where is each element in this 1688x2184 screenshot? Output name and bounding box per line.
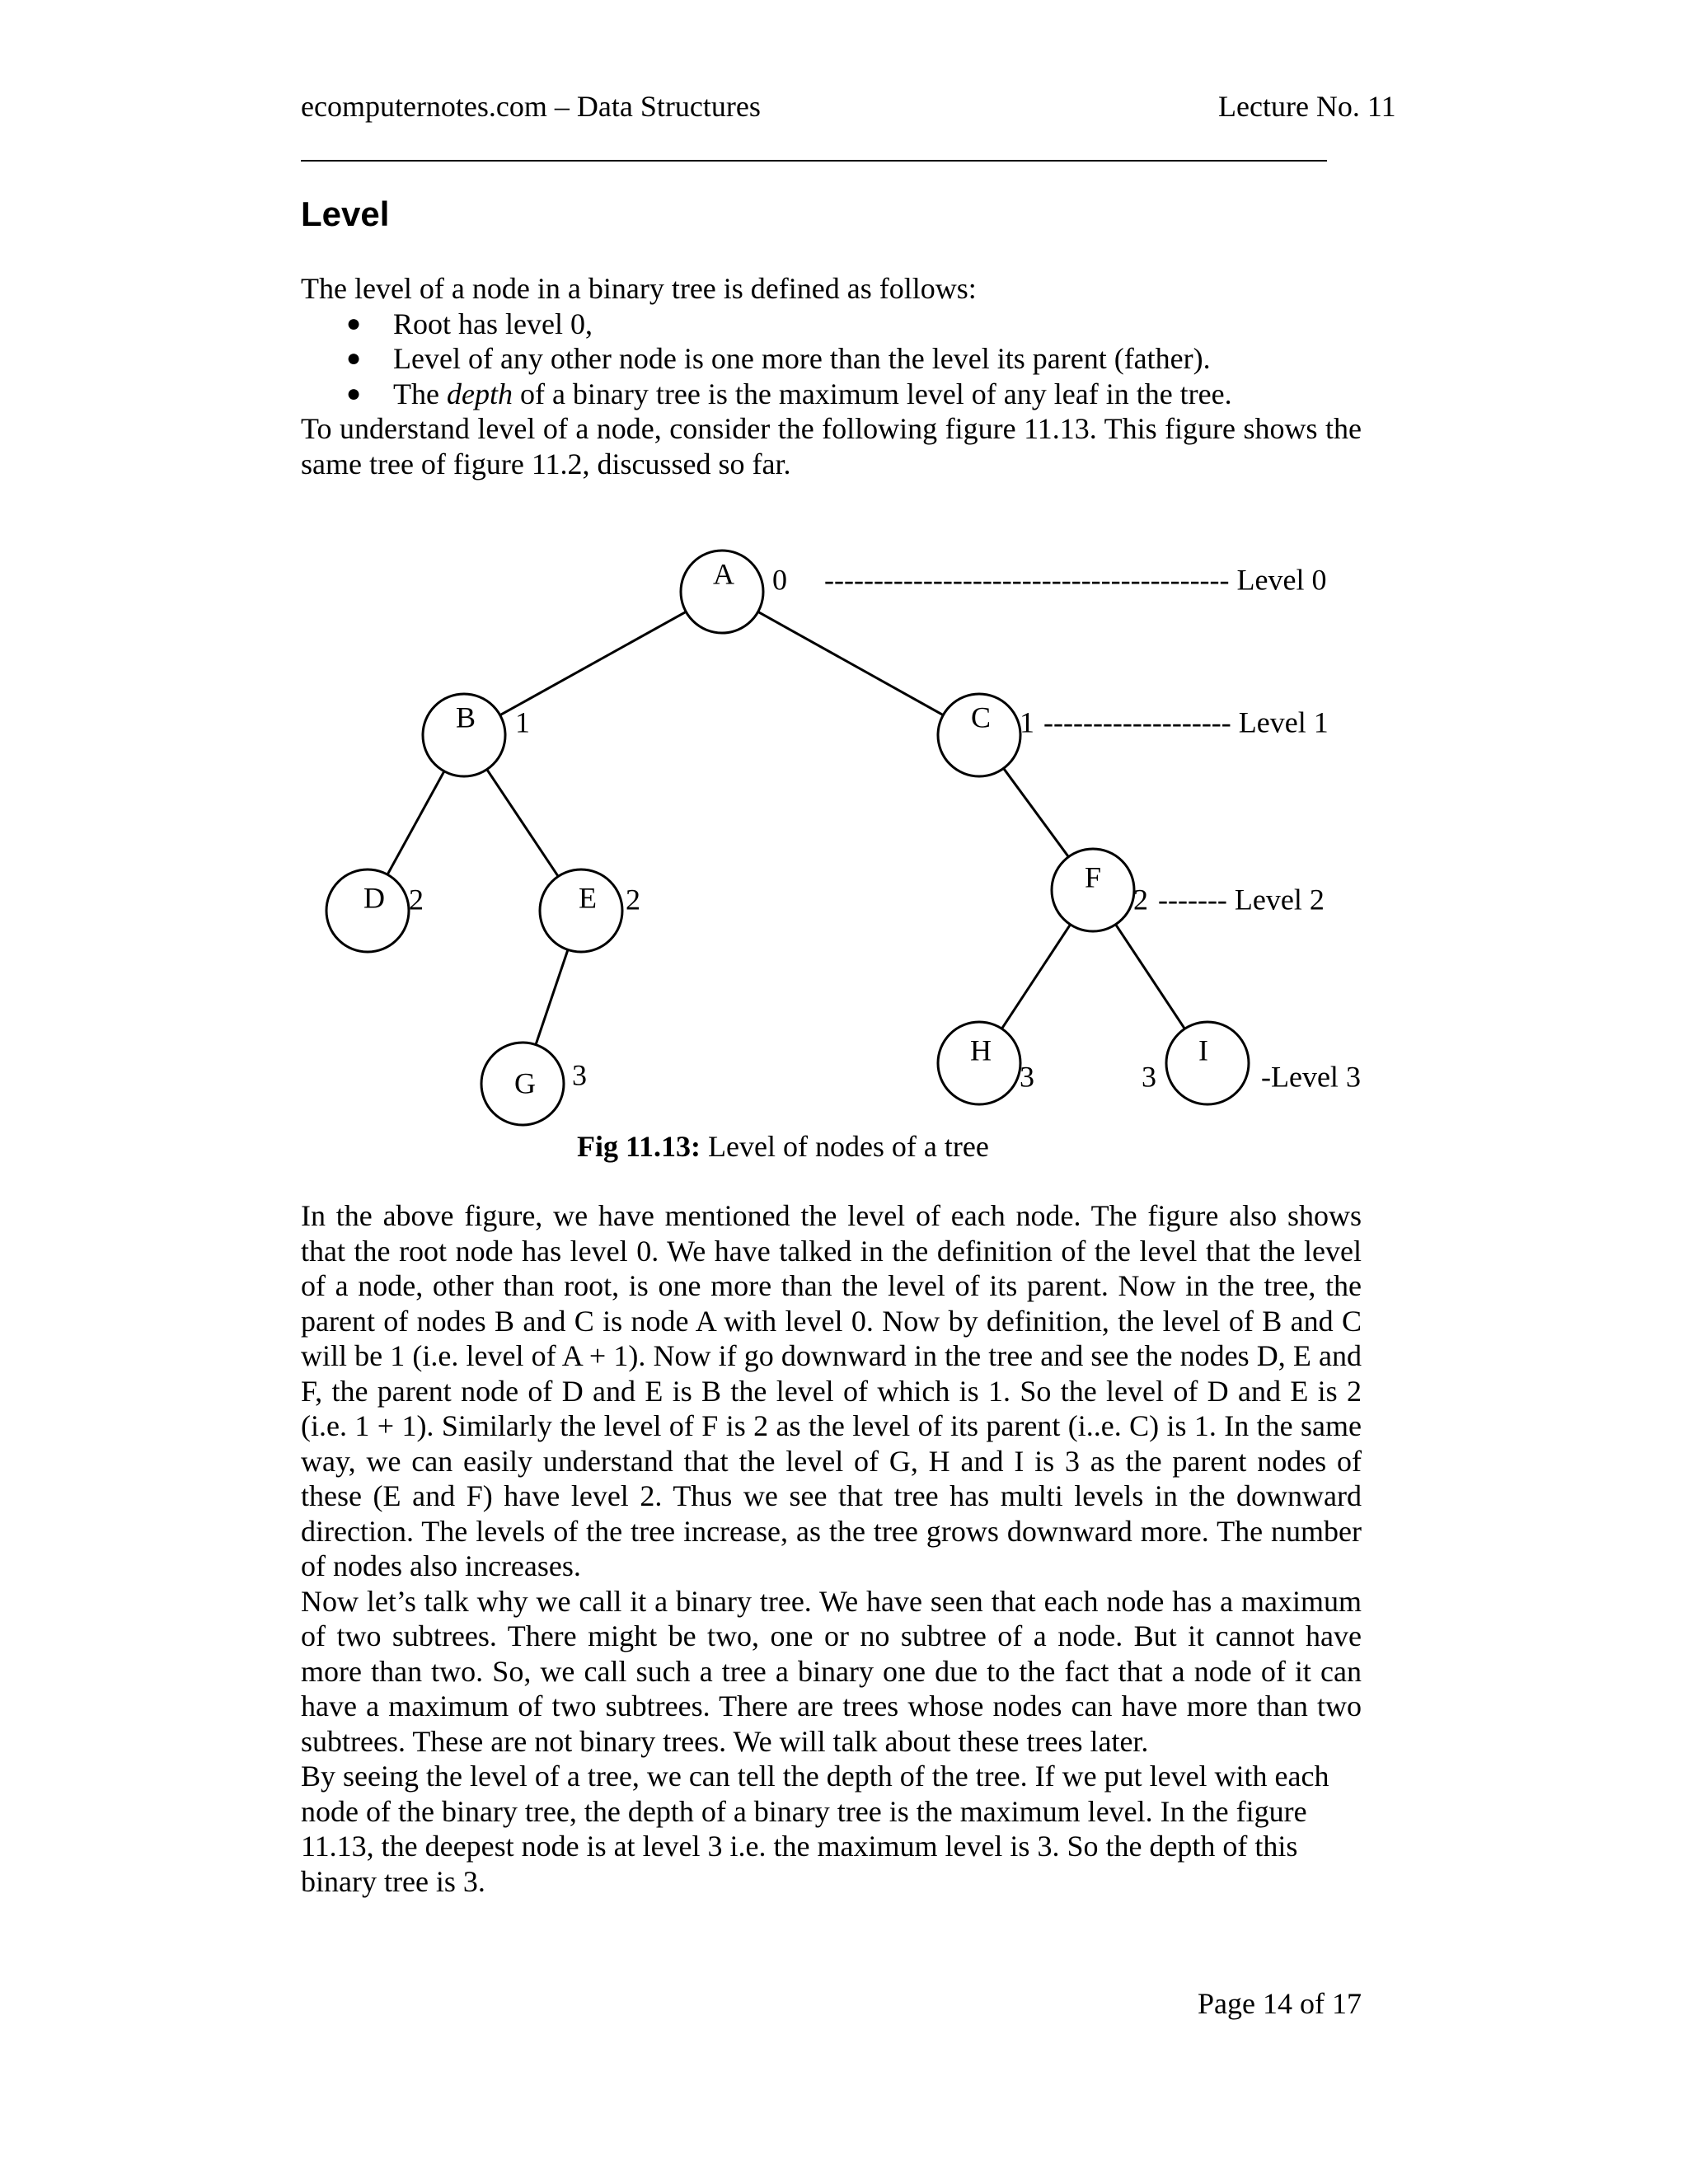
tree-node-level-G: 3 bbox=[572, 1058, 587, 1092]
bullet-dot-icon: ● bbox=[346, 309, 362, 337]
caption-label: Fig 11.13: bbox=[577, 1130, 701, 1163]
tree-edge-A-B bbox=[500, 612, 687, 715]
body-text bbox=[301, 1198, 1362, 1899]
level-marker-2: ------- Level 2 bbox=[1158, 883, 1325, 916]
tree-node-level-F: 2 bbox=[1133, 883, 1148, 916]
tree-edge-F-H bbox=[1001, 925, 1070, 1029]
tree-node-level-C: 1 bbox=[1020, 705, 1034, 739]
bullet-dot-icon: ● bbox=[346, 344, 362, 372]
tree-node-label-B: B bbox=[455, 701, 476, 734]
tree-node-level-B: 1 bbox=[515, 705, 530, 739]
level-marker-1: ------------------- Level 1 bbox=[1043, 705, 1329, 739]
figure-caption bbox=[577, 1129, 989, 1164]
tree-edge-B-E bbox=[487, 770, 559, 877]
body-paragraph: Now let’s talk why we call it a binary tree. We have seen that each node has a maximum of two subtrees. There might be two, one or no subtree of a node. But it cannot have more than two. So, we call such a tree a binary one due to the fact that a node of it can have a maximum of two subtrees. There are trees whose nodes can have more than two subtrees. These are not binary trees. We will talk about these trees later. bbox=[301, 1584, 1362, 1758]
bullet-text: Root has level 0, bbox=[393, 307, 593, 340]
tree-node-level-D: 2 bbox=[409, 883, 424, 916]
tree-node-label-C: C bbox=[970, 701, 992, 734]
header-lecture: Lecture No. 11 bbox=[1218, 90, 1396, 123]
tree-node-label-A: A bbox=[713, 557, 734, 591]
tree-level-labels bbox=[824, 563, 1361, 1093]
tree-node-label-D: D bbox=[363, 881, 385, 915]
bullet-text: The bbox=[393, 377, 447, 410]
understand-text: To understand level of a node, consider the following figure 11.13. This figure shows the same tree of figure 11.2, discussed so far. bbox=[301, 412, 1362, 480]
tree-node-level-I: 3 bbox=[1142, 1060, 1156, 1094]
bullet-emphasis: depth bbox=[446, 377, 513, 410]
tree-nodes bbox=[326, 551, 1249, 1125]
tree-node-label-F: F bbox=[1084, 860, 1102, 894]
bullet-text: Level of any other node is one more than the level its parent (father). bbox=[393, 342, 1211, 375]
caption-text: Level of nodes of a tree bbox=[701, 1130, 989, 1163]
tree-edge-B-D bbox=[387, 771, 444, 874]
level-marker-3: -Level 3 bbox=[1261, 1060, 1361, 1094]
tree-node-label-H: H bbox=[970, 1033, 992, 1067]
tree-edges bbox=[387, 612, 1184, 1044]
tree-node-label-E: E bbox=[579, 881, 597, 915]
tree-node-level-H: 3 bbox=[1020, 1060, 1034, 1094]
tree-node-level-A: 0 bbox=[772, 563, 787, 597]
tree-edge-A-C bbox=[758, 612, 944, 715]
level-marker-0: ----------------------------------------- Level 0 bbox=[824, 563, 1327, 597]
page-number: Page 14 of 17 bbox=[1198, 1987, 1362, 2020]
tree-edge-E-G bbox=[536, 949, 568, 1044]
bullet-dot-icon: ● bbox=[346, 379, 362, 407]
bullet-text: of a binary tree is the maximum level of any leaf in the tree. bbox=[512, 377, 1232, 410]
section-title: Level bbox=[301, 194, 390, 233]
tree-node-level-E: 2 bbox=[626, 883, 640, 916]
header-title: ecomputernotes.com – Data Structures bbox=[301, 90, 761, 123]
tree-node-label-G: G bbox=[514, 1066, 536, 1100]
tree-edge-C-F bbox=[1004, 768, 1069, 856]
body-paragraph: In the above figure, we have mentioned the level of each node. The figure also shows that the root node has level 0. We have talked in the definition of the level that the level of a node, other than root, is one more than the level of its parent. Now in the tree, the parent of nodes B and C is node A with level 0. Now by definition, the level of B and C will be 1 (i.e. level of A + 1). Now if go downward in the tree and see the nodes D, E and F, the parent node of D and E is B the level of which is 1. So the level of D and E is 2 (i.e. 1 + 1). Similarly the level of F is 2 as the level of its parent (i..e. C) is 1. In the same way, we can easily understand that the level of G, H and I is 3 as the parent nodes of these (E and F) have level 2. Thus we see that tree has multi levels in the downward direction. The levels of the tree increase, as the tree grows downward more. The number of nodes also increases. bbox=[301, 1199, 1362, 1582]
body-paragraph: By seeing the level of a tree, we can tell the depth of the tree. If we put level with each node of the binary tree, the depth of a binary tree is the maximum level. In the figure 11.13, the deepest node is at level 3 i.e. the maximum level is 3. So the depth of this binary tree is 3. bbox=[301, 1760, 1329, 1898]
tree-node-label-I: I bbox=[1198, 1033, 1208, 1067]
intro-text: The level of a node in a binary tree is defined as follows: bbox=[301, 272, 977, 305]
tree-edge-F-I bbox=[1116, 925, 1185, 1029]
